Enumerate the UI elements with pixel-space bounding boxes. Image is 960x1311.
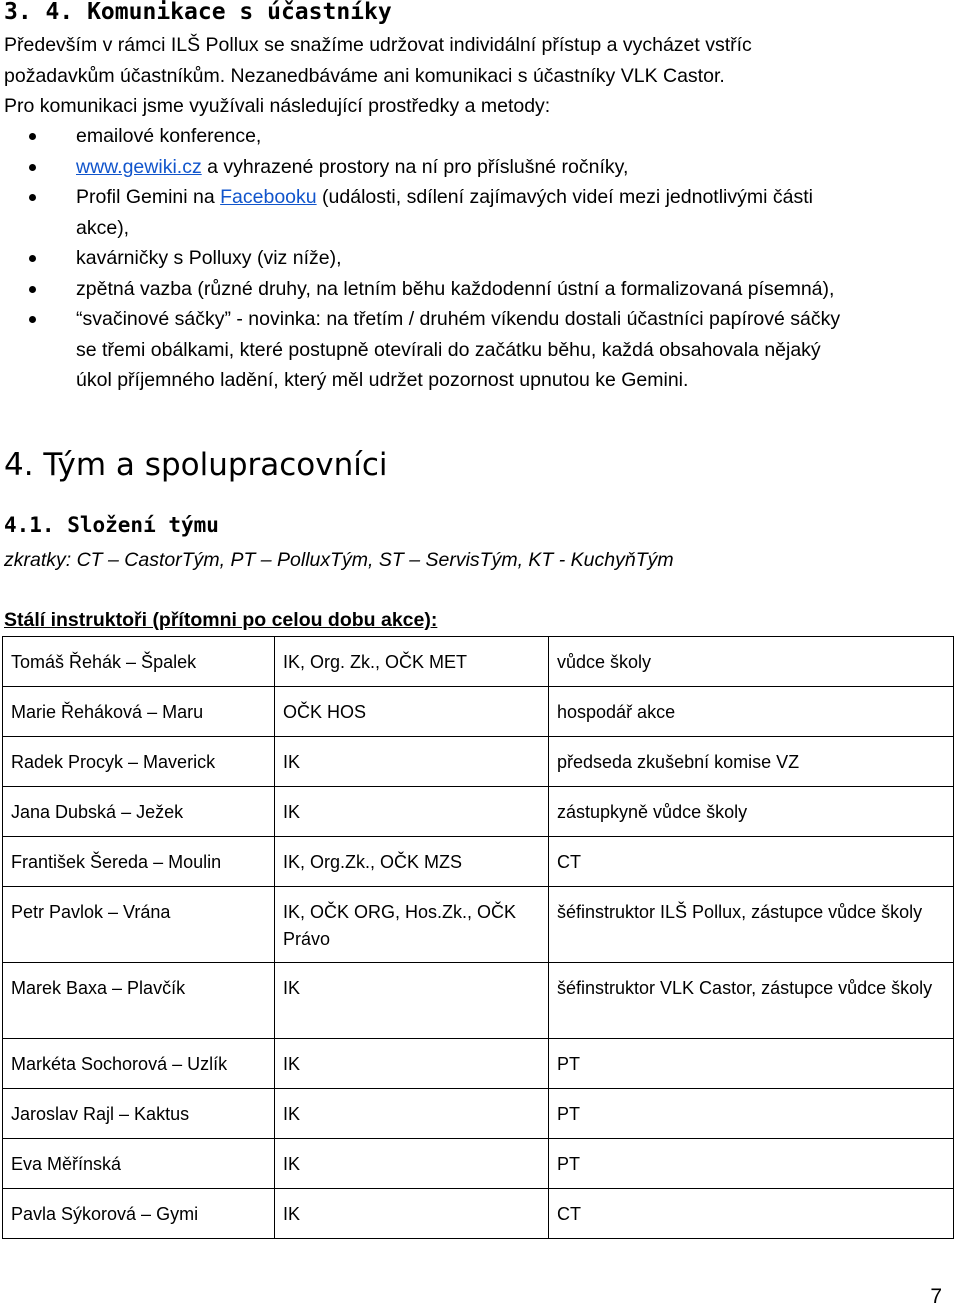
staff-role-cell: PT (549, 1039, 954, 1089)
staff-qualification-cell: IK (275, 787, 549, 837)
staff-name-cell: Marie Řeháková – Maru (3, 687, 275, 737)
staff-role-cell: PT (549, 1089, 954, 1139)
list-item: emailové konference, (0, 121, 960, 152)
staff-name-cell: František Šereda – Moulin (3, 837, 275, 887)
table-row (3, 687, 954, 737)
staff-role-cell: vůdce školy (549, 637, 954, 687)
staff-role-cell: CT (549, 837, 954, 887)
table-row (3, 1189, 954, 1239)
staff-name-cell: Marek Baxa – Plavčík (3, 963, 275, 1039)
table-row (3, 1039, 954, 1089)
intro-line: Především v rámci ILŠ Pollux se snažíme udržovat individální přístup a vycházet vstříc (4, 34, 752, 56)
staff-qualification-cell: IK (275, 1039, 549, 1089)
facebook-link[interactable]: Facebooku (220, 186, 317, 208)
staff-name-cell: Eva Měřínská (3, 1139, 275, 1189)
staff-role-cell: CT (549, 1189, 954, 1239)
staff-name-cell: Pavla Sýkorová – Gymi (3, 1189, 275, 1239)
staff-role-cell: šéfinstruktor ILŠ Pollux, zástupce vůdce školy (549, 887, 954, 963)
staff-name-cell: Radek Procyk – Maverick (3, 737, 275, 787)
staff-qualification-cell: IK (275, 737, 549, 787)
table-row (3, 737, 954, 787)
bullet-icon (29, 164, 36, 171)
section-4-1-heading: 4.1. Složení týmu (4, 513, 219, 537)
bullet-icon (29, 286, 36, 293)
section-3-4-heading: 3. 4. Komunikace s účastníky (4, 0, 392, 25)
staff-qualification-cell: OČK HOS (275, 687, 549, 737)
staff-name-cell: Jana Dubská – Ježek (3, 787, 275, 837)
bullet-icon (29, 194, 36, 201)
table-row (3, 1089, 954, 1139)
intro-line: Pro komunikaci jsme využívali následující prostředky a metody: (4, 95, 551, 117)
gewiki-link[interactable]: www.gewiki.cz (76, 155, 202, 178)
list-item: Profil Gemini na Facebooku (události, sdílení zajímavých videí mezi jednotlivými části akce), (0, 182, 960, 243)
table-row (3, 887, 954, 963)
table-row (3, 637, 954, 687)
list-item: kavárničky s Polluxy (viz níže), (0, 243, 960, 274)
staff-name-cell: Markéta Sochorová – Uzlík (3, 1039, 275, 1089)
list-item: “svačinové sáčky” - novinka: na třetím / druhém víkendu dostali účastníci papírové sáčky se třemi obálkami, které postupně otevírali do začátku běhu, každá obsahovala nějaký úkol příjemného ladění, který měl udržet pozornost upnutou ke Gemini. (0, 304, 960, 396)
staff-qualification-cell: IK (275, 1089, 549, 1139)
table-row (3, 963, 954, 1039)
staff-name-cell: Petr Pavlok – Vrána (3, 887, 275, 963)
staff-qualification-cell: IK, Org. Zk., OČK MET (275, 637, 549, 687)
list-item: zpětná vazba (různé druhy, na letním běhu každodenní ústní a formalizovaná písemná), (0, 274, 960, 305)
intro-line: požadavkům účastníkům. Nezanedbáváme ani komunikaci s účastníky VLK Castor. (4, 64, 725, 87)
bullet-icon (29, 255, 36, 262)
table-row (3, 837, 954, 887)
table-row (3, 1139, 954, 1189)
staff-name-cell: Jaroslav Rajl – Kaktus (3, 1089, 275, 1139)
staff-qualification-cell: IK (275, 1189, 549, 1239)
staff-role-cell: zástupkyně vůdce školy (549, 787, 954, 837)
table-row (3, 787, 954, 837)
staff-qualification-cell: IK, OČK ORG, Hos.Zk., OČK Právo (275, 887, 549, 963)
staff-role-cell: PT (549, 1139, 954, 1189)
page-number: 7 (930, 1285, 942, 1308)
staff-heading: Stálí instruktoři (přítomni po celou dobu akce): (4, 609, 438, 631)
abbreviations-note: zkratky: CT – CastorTým, PT – PolluxTým, ST – ServisTým, KT - KuchyňTým (4, 549, 674, 571)
staff-qualification-cell: IK, Org.Zk., OČK MZS (275, 837, 549, 887)
staff-table (2, 636, 954, 1239)
bullet-icon (29, 133, 36, 140)
section-4-heading: 4. Tým a spolupracovníci (4, 447, 388, 483)
staff-role-cell: hospodář akce (549, 687, 954, 737)
communication-methods-list (0, 121, 960, 396)
list-item: www.gewiki.cz a vyhrazené prostory na ní pro příslušné ročníky, (0, 152, 960, 183)
bullet-icon (29, 316, 36, 323)
staff-name-cell: Tomáš Řehák – Špalek (3, 637, 275, 687)
intro-paragraph (4, 30, 954, 122)
staff-role-cell: šéfinstruktor VLK Castor, zástupce vůdce školy (549, 963, 954, 1039)
staff-qualification-cell: IK (275, 963, 549, 1039)
staff-qualification-cell: IK (275, 1139, 549, 1189)
staff-role-cell: předseda zkušební komise VZ (549, 737, 954, 787)
